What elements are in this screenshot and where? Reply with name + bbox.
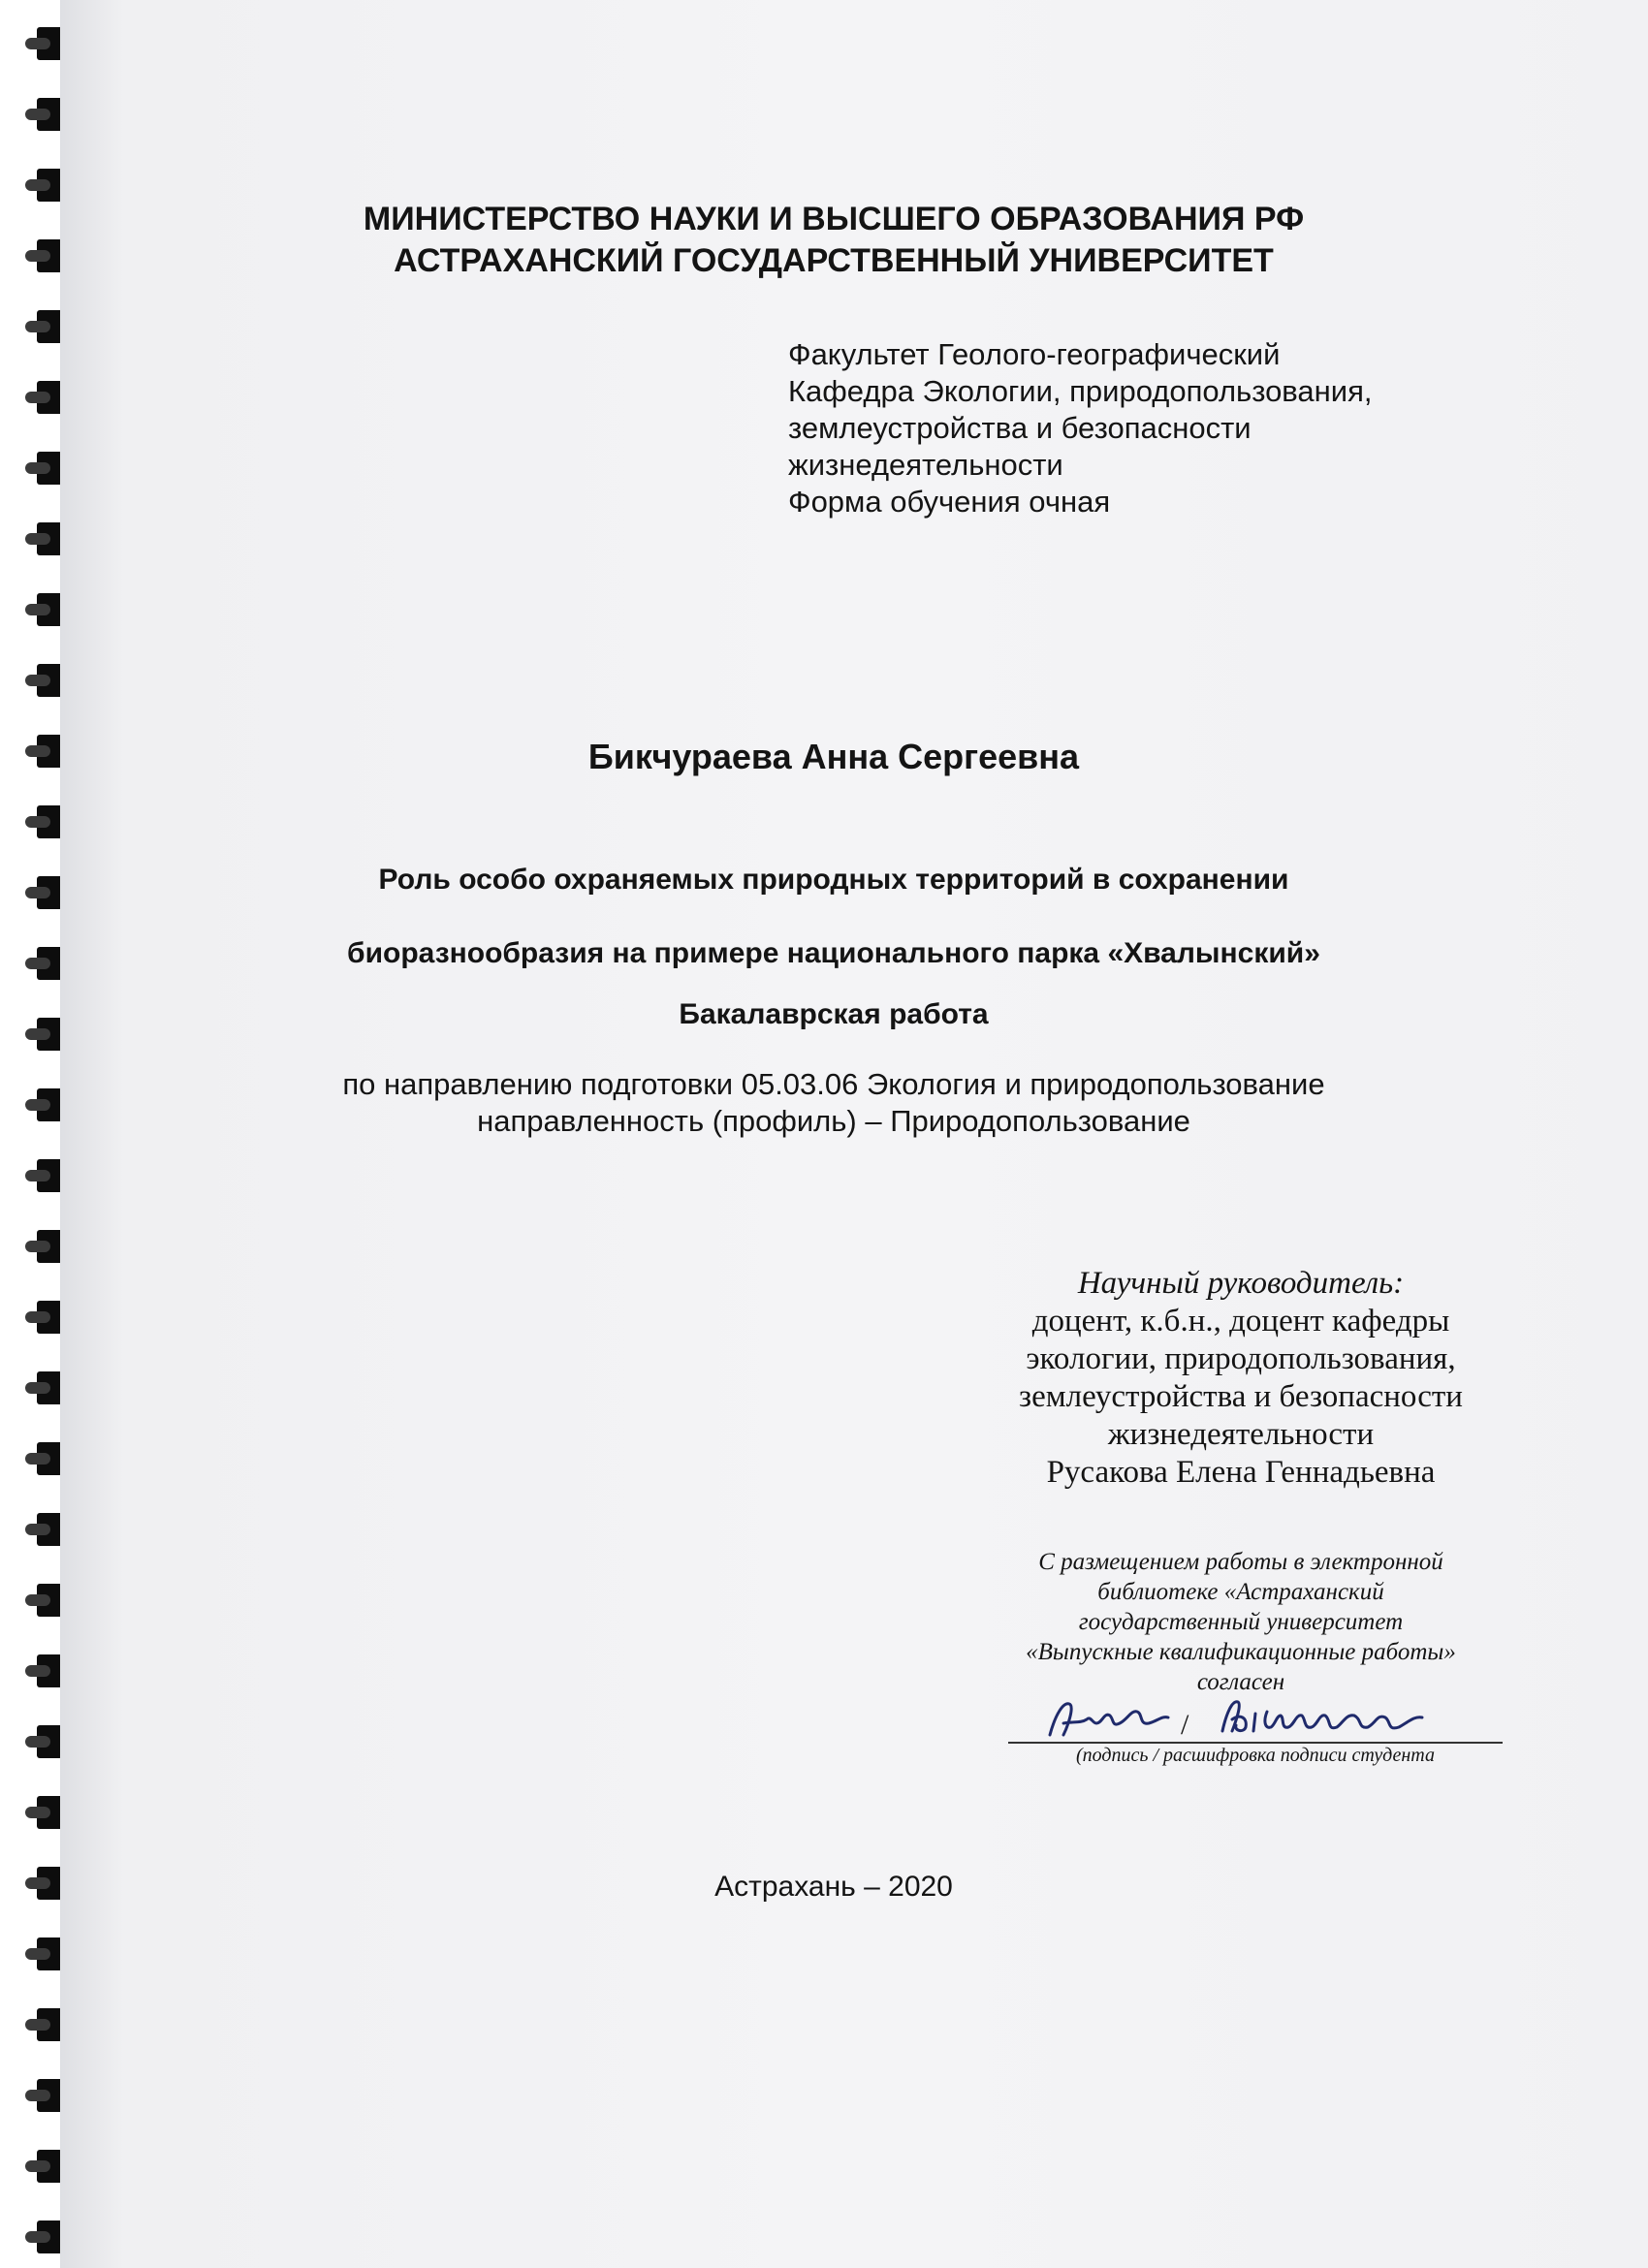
department-line-cont: землеустройства и безопасности — [788, 411, 1252, 445]
binding-wire — [25, 2160, 50, 2172]
supervisor-label: Научный руководитель: — [1077, 1266, 1405, 1301]
signature-line — [1008, 1742, 1503, 1744]
study-form-line: Форма обучения очная — [788, 485, 1111, 519]
binding-wire — [25, 1524, 50, 1535]
direction-line: по направлению подготовки 05.03.06 Экология и природопользование — [342, 1067, 1325, 1101]
binding-wire — [25, 1948, 50, 1960]
supervisor-name: Русакова Елена Геннадьевна — [1046, 1455, 1436, 1490]
supervisor-position: жизнедеятельности — [1107, 1417, 1375, 1452]
binding-wire — [25, 1453, 50, 1465]
binding-wire — [25, 958, 50, 969]
signature-mark — [1042, 1694, 1178, 1743]
supervisor-block — [969, 1265, 1512, 1492]
binding-wire — [25, 816, 50, 828]
supervisor-position: доцент, к.б.н., доцент кафедры — [1031, 1304, 1450, 1339]
binding-wire — [25, 745, 50, 757]
binding-wire — [25, 250, 50, 262]
signature-slash: / — [1181, 1709, 1189, 1741]
thesis-title-line: Роль особо охраняемых природных территорий в сохранении — [378, 864, 1289, 896]
consent-line: согласен — [1196, 1669, 1285, 1695]
consent-line: государственный университет — [1078, 1609, 1404, 1635]
binding-wire — [25, 1170, 50, 1181]
binding-wire — [25, 2090, 50, 2101]
department-line-cont: жизнедеятельности — [788, 448, 1063, 482]
binding-wire — [25, 179, 50, 191]
consent-line: библиотеке «Астраханский — [1097, 1579, 1384, 1605]
ministry-name: МИНИСТЕРСТВО НАУКИ И ВЫСШЕГО ОБРАЗОВАНИЯ РФ — [363, 201, 1305, 237]
university-name: АСТРАХАНСКИЙ ГОСУДАРСТВЕННЫЙ УНИВЕРСИТЕТ — [394, 242, 1274, 279]
faculty-info — [788, 336, 1486, 520]
binding-wire — [25, 1665, 50, 1677]
signature-handwritten-name — [1217, 1692, 1430, 1741]
binding-wire — [25, 462, 50, 474]
binding-wire — [25, 887, 50, 898]
work-type: Бакалаврская работа — [679, 998, 989, 1030]
study-direction — [291, 1066, 1377, 1140]
binding-wire — [25, 38, 50, 49]
binding-wire — [25, 2019, 50, 2031]
author-name: Бикчураева Анна Сергеевна — [587, 737, 1080, 776]
consent-line: С размещением работы в электронной — [1038, 1549, 1443, 1575]
city-year: Астрахань – 2020 — [714, 1871, 953, 1903]
binding-wire — [25, 1807, 50, 1818]
binding-wire — [25, 1877, 50, 1889]
binding-wire — [25, 109, 50, 120]
binding-wire — [25, 1594, 50, 1606]
department-line: Кафедра Экологии, природопользования, — [788, 374, 1373, 408]
binding-wire — [25, 1311, 50, 1323]
binding-wire — [25, 2231, 50, 2243]
binding-wire — [25, 392, 50, 403]
faculty-line: Факультет Геолого-географический — [788, 337, 1281, 371]
binding-wire — [25, 533, 50, 545]
profile-line: направленность (профиль) – Природопользование — [477, 1104, 1190, 1138]
ministry-header — [291, 199, 1377, 282]
binding-wire — [25, 321, 50, 332]
binding-wire — [25, 675, 50, 686]
binding-wire — [25, 1099, 50, 1111]
thesis-title-line: биоразнообразия на примере национального парка «Хвалынский» — [347, 937, 1320, 969]
binding-wire — [25, 604, 50, 615]
binding-wire — [25, 1028, 50, 1040]
consent-line: «Выпускные квалификационные работы» — [1026, 1639, 1456, 1665]
signature-caption: (подпись / расшифровка подписи студента — [1076, 1745, 1435, 1766]
binding-wire — [25, 1382, 50, 1394]
supervisor-position: землеустройства и безопасности — [1019, 1379, 1463, 1414]
supervisor-position: экологии, природопользования, — [1026, 1341, 1456, 1376]
library-consent — [969, 1547, 1512, 1697]
thesis-title — [291, 843, 1377, 991]
binding-wire — [25, 1736, 50, 1748]
binding-wire — [25, 1241, 50, 1252]
